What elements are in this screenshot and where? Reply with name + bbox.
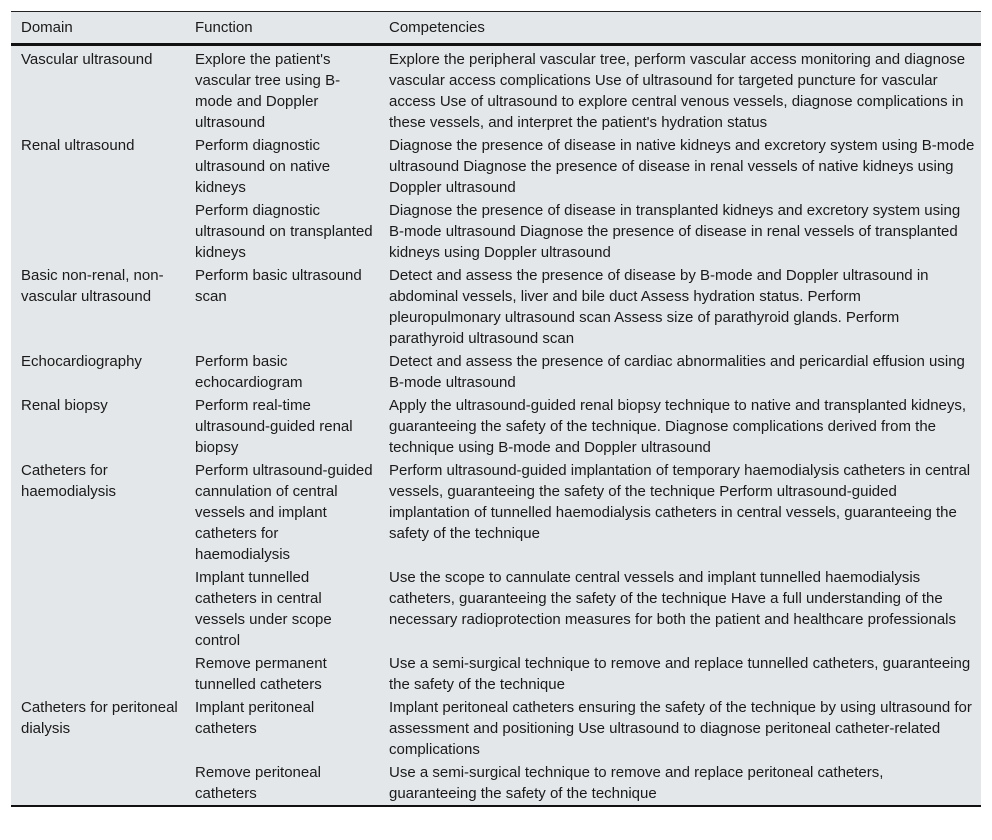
table-row <box>11 394 981 459</box>
function-cell: Remove permanent tunnelled catheters <box>195 655 327 693</box>
domain-cell <box>11 199 185 264</box>
table-row <box>11 761 981 805</box>
domain-cell: Catheters for haemodialysis <box>21 462 117 500</box>
table-row <box>11 459 981 566</box>
competencies-cell: Perform ultrasound-guided implantation of temporary haemodialysis catheters in central vessels, guaranteeing the safety of the technique Perform ultrasound-guided implantation of tunnelled haemodialysis catheters in central vessels, guaranteeing the safety of the technique <box>389 462 971 542</box>
table-row <box>11 45 981 135</box>
header-competencies: Competencies <box>379 12 981 45</box>
domain-cell <box>11 566 185 652</box>
domain-cell: Vascular ultrasound <box>21 51 153 68</box>
function-cell: Perform basic echocardiogram <box>195 353 303 391</box>
table-row <box>11 566 981 652</box>
competencies-cell: Detect and assess the presence of disease by B-mode and Doppler ultrasound in abdominal vessels, liver and bile duct Assess hydration status. Perform pleuropulmonary ultrasound scan Assess size of parathyroid glands. Perform parathyroid ultrasound scan <box>389 267 929 347</box>
domain-cell: Echocardiography <box>21 353 142 370</box>
competencies-cell: Diagnose the presence of disease in transplanted kidneys and excretory system using B-mode ultrasound Diagnose the presence of disease in renal vessels of transplanted kidneys using Doppler ultrasound <box>389 202 961 261</box>
domain-cell: Renal ultrasound <box>21 137 135 154</box>
competencies-cell: Use a semi-surgical technique to remove and replace tunnelled catheters, guaranteeing the safety of the technique <box>389 655 971 693</box>
function-cell: Perform basic ultrasound scan <box>195 267 362 305</box>
table-row <box>11 134 981 199</box>
function-cell: Perform diagnostic ultrasound on native kidneys <box>195 137 331 196</box>
domain-cell: Catheters for peritoneal dialysis <box>21 699 178 737</box>
table-row <box>11 350 981 394</box>
domain-cell <box>11 761 185 805</box>
table-header-row <box>11 12 981 45</box>
domain-cell: Basic non-renal, non-vascular ultrasound <box>21 267 164 305</box>
competencies-cell: Implant peritoneal catheters ensuring the safety of the technique by using ultrasound for assessment and positioning Use ultrasound to diagnose peritoneal catheter-related complications <box>389 699 972 758</box>
function-cell: Perform ultrasound-guided cannulation of central vessels and implant catheters for haemodialysis <box>195 462 373 563</box>
competencies-cell: Detect and assess the presence of cardiac abnormalities and pericardial effusion using B-mode ultrasound <box>389 353 965 391</box>
function-cell: Implant tunnelled catheters in central vessels under scope control <box>195 569 332 649</box>
domain-cell: Renal biopsy <box>21 397 108 414</box>
table-row <box>11 264 981 350</box>
header-function: Function <box>185 12 379 45</box>
function-cell: Explore the patient's vascular tree using B-mode and Doppler ultrasound <box>195 51 341 131</box>
function-cell: Implant peritoneal catheters <box>195 699 315 737</box>
competencies-cell: Explore the peripheral vascular tree, perform vascular access monitoring and diagnose vascular access complications Use of ultrasound for targeted puncture for vascular access Use of ultrasound to explore central venous vessels, diagnose complications in these vessels, and interpret the patient's hydration status <box>389 51 966 131</box>
table-row <box>11 652 981 696</box>
competencies-cell: Apply the ultrasound-guided renal biopsy technique to native and transplanted kidneys, guaranteeing the safety of the technique. Diagnose complications derived from the technique using B-mode and Doppler ultrasound <box>389 397 967 456</box>
function-cell: Perform real-time ultrasound-guided renal biopsy <box>195 397 353 456</box>
competencies-cell: Use the scope to cannulate central vessels and implant tunnelled haemodialysis catheters, guaranteeing the safety of the technique Have a full understanding of the necessary radioprotection measures for both the patient and healthcare professionals <box>389 569 957 628</box>
function-cell: Perform diagnostic ultrasound on transplanted kidneys <box>195 202 373 261</box>
competencies-table-container <box>11 11 981 807</box>
competencies-cell: Diagnose the presence of disease in native kidneys and excretory system using B-mode ultrasound Diagnose the presence of disease in renal vessels of native kidneys using Doppler ultrasound <box>389 137 975 196</box>
header-domain: Domain <box>11 12 185 45</box>
table-row <box>11 696 981 761</box>
function-cell: Remove peritoneal catheters <box>195 764 321 802</box>
domain-cell <box>11 652 185 696</box>
competencies-table <box>11 12 981 805</box>
competencies-cell: Use a semi-surgical technique to remove and replace peritoneal catheters, guaranteeing the safety of the technique <box>389 764 884 802</box>
table-row <box>11 199 981 264</box>
